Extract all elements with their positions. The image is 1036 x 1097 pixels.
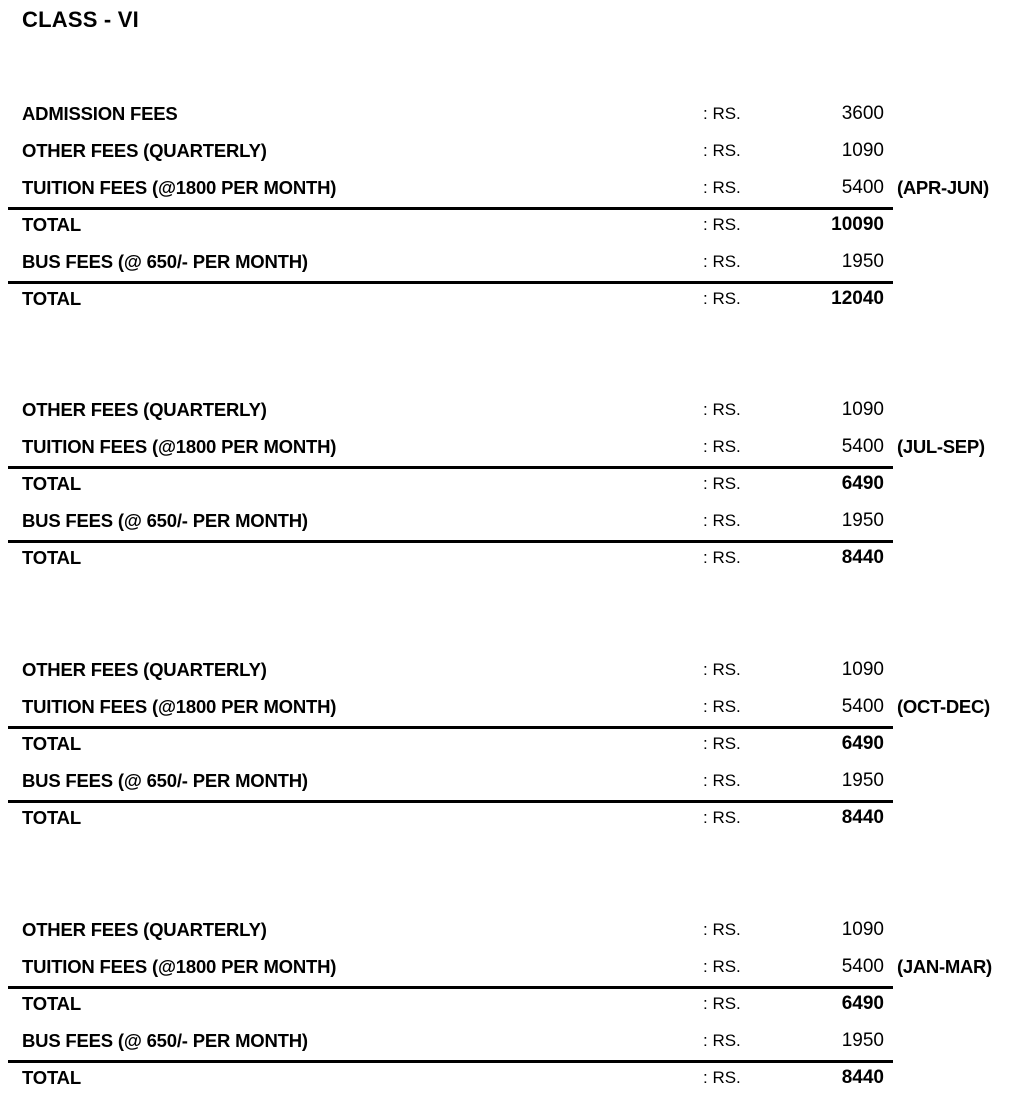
- fee-amount: 1090: [841, 919, 884, 940]
- fee-row: [0, 689, 1036, 726]
- fee-block-2: [0, 392, 1036, 577]
- fee-item-label: TOTAL: [22, 807, 81, 828]
- currency-label: : RS.: [703, 548, 741, 567]
- fee-item-label: OTHER FEES (QUARTERLY): [22, 919, 267, 940]
- fee-row: [0, 503, 1036, 540]
- currency-label: : RS.: [703, 660, 741, 679]
- fee-row: [0, 652, 1036, 689]
- fee-row: [0, 1023, 1036, 1060]
- currency-label: : RS.: [703, 104, 741, 123]
- fee-item-label: TOTAL: [22, 733, 81, 754]
- total-amount: 8440: [841, 547, 884, 568]
- currency-label: : RS.: [703, 734, 741, 753]
- quarter-label: (JUL-SEP): [897, 436, 985, 457]
- fee-item-label: BUS FEES (@ 650/- PER MONTH): [22, 251, 308, 272]
- quarter-label: (APR-JUN): [897, 177, 989, 198]
- fee-item-label: TUITION FEES (@1800 PER MONTH): [22, 436, 337, 457]
- fee-amount: 1090: [841, 399, 884, 420]
- currency-label: : RS.: [703, 400, 741, 419]
- fee-item-label: TOTAL: [22, 214, 81, 235]
- fee-row: [0, 170, 1036, 207]
- fee-item-label: TOTAL: [22, 547, 81, 568]
- fee-item-label: OTHER FEES (QUARTERLY): [22, 140, 267, 161]
- fee-row: [0, 429, 1036, 466]
- fee-amount: 1950: [841, 510, 884, 531]
- total-row: [0, 466, 1036, 503]
- fee-item-label: TUITION FEES (@1800 PER MONTH): [22, 956, 337, 977]
- currency-label: : RS.: [703, 920, 741, 939]
- total-row: [0, 800, 1036, 837]
- fee-item-label: BUS FEES (@ 650/- PER MONTH): [22, 770, 308, 791]
- currency-label: : RS.: [703, 1068, 741, 1087]
- fee-item-label: BUS FEES (@ 650/- PER MONTH): [22, 1030, 308, 1051]
- currency-label: : RS.: [703, 697, 741, 716]
- total-amount: 6490: [841, 473, 884, 494]
- fee-item-label: TUITION FEES (@1800 PER MONTH): [22, 177, 337, 198]
- fee-item-label: TOTAL: [22, 1067, 81, 1088]
- total-amount: 10090: [831, 214, 884, 235]
- currency-label: : RS.: [703, 994, 741, 1013]
- fee-row: [0, 912, 1036, 949]
- total-row: [0, 540, 1036, 577]
- fee-block-4: [0, 912, 1036, 1097]
- currency-label: : RS.: [703, 215, 741, 234]
- currency-label: : RS.: [703, 178, 741, 197]
- currency-label: : RS.: [703, 289, 741, 308]
- total-amount: 6490: [841, 733, 884, 754]
- fee-row: [0, 96, 1036, 133]
- fee-row: [0, 763, 1036, 800]
- fee-item-label: TOTAL: [22, 473, 81, 494]
- fee-item-label: TOTAL: [22, 993, 81, 1014]
- total-amount: 8440: [841, 807, 884, 828]
- fee-block-1: [0, 96, 1036, 318]
- fee-item-label: TOTAL: [22, 288, 81, 309]
- fee-amount: 1950: [841, 1030, 884, 1051]
- total-amount: 12040: [831, 288, 884, 309]
- total-row: [0, 207, 1036, 244]
- fee-row: [0, 133, 1036, 170]
- fee-amount: 1090: [841, 659, 884, 680]
- currency-label: : RS.: [703, 474, 741, 493]
- fee-amount: 5400: [841, 696, 884, 717]
- fee-amount: 1950: [841, 770, 884, 791]
- page-title: CLASS - VI: [22, 7, 139, 32]
- fee-item-label: BUS FEES (@ 650/- PER MONTH): [22, 510, 308, 531]
- fee-amount: 5400: [841, 956, 884, 977]
- total-amount: 8440: [841, 1067, 884, 1088]
- fee-amount: 5400: [841, 436, 884, 457]
- currency-label: : RS.: [703, 771, 741, 790]
- fee-amount: 1950: [841, 251, 884, 272]
- fee-row: [0, 244, 1036, 281]
- currency-label: : RS.: [703, 252, 741, 271]
- currency-label: : RS.: [703, 511, 741, 530]
- currency-label: : RS.: [703, 957, 741, 976]
- fee-block-3: [0, 652, 1036, 837]
- fee-row: [0, 392, 1036, 429]
- fee-amount: 5400: [841, 177, 884, 198]
- fee-amount: 1090: [841, 140, 884, 161]
- total-row: [0, 726, 1036, 763]
- fee-item-label: ADMISSION FEES: [22, 103, 178, 124]
- fee-row: [0, 949, 1036, 986]
- currency-label: : RS.: [703, 437, 741, 456]
- currency-label: : RS.: [703, 1031, 741, 1050]
- quarter-label: (OCT-DEC): [897, 696, 990, 717]
- currency-label: : RS.: [703, 808, 741, 827]
- total-row: [0, 986, 1036, 1023]
- fee-amount: 3600: [841, 103, 884, 124]
- currency-label: : RS.: [703, 141, 741, 160]
- fee-item-label: OTHER FEES (QUARTERLY): [22, 399, 267, 420]
- fee-item-label: TUITION FEES (@1800 PER MONTH): [22, 696, 337, 717]
- total-row: [0, 1060, 1036, 1097]
- quarter-label: (JAN-MAR): [897, 956, 992, 977]
- total-amount: 6490: [841, 993, 884, 1014]
- total-row: [0, 281, 1036, 318]
- fee-item-label: OTHER FEES (QUARTERLY): [22, 659, 267, 680]
